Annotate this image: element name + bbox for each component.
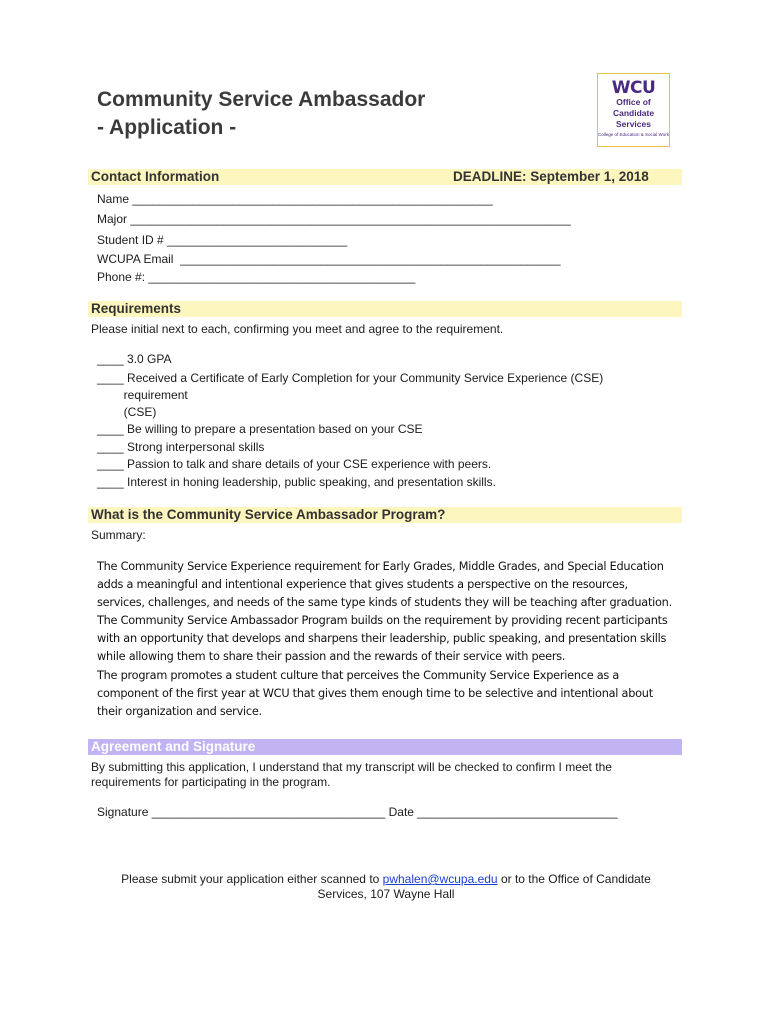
summary-line: adds a meaningful and intentional experience that gives students a perspective on the resources, (97, 578, 628, 591)
requirement-item[interactable]: ____ Be willing to prepare a presentation based on your CSE (97, 422, 423, 436)
agreement-section-header (88, 739, 682, 755)
logo-line: Candidate (612, 108, 655, 118)
summary-line: The Community Service Ambassador Program builds on the requirement by providing recent participants (97, 614, 668, 627)
requirements-intro: Please initial next to each, confirming you meet and agree to the requirement. (91, 322, 504, 336)
logo-line: Services (616, 119, 651, 129)
summary-line: with an opportunity that develops and sharpens their leadership, public speaking, and presentation skills (97, 632, 667, 645)
wcu-logo (597, 73, 670, 147)
agreement-text-line: requirements for participating in the program. (91, 775, 331, 789)
submission-instructions (90, 872, 682, 902)
requirements-heading: Requirements (91, 301, 182, 316)
footer-text: Please submit your application either scanned to (121, 872, 383, 886)
student-id-field[interactable]: Student ID # ___________________________ (97, 233, 348, 247)
requirement-item[interactable]: ____ 3.0 GPA (97, 352, 172, 366)
requirement-item[interactable]: ____ Received a Certificate of Early Completion for your Community Service Experience (CSE) (97, 371, 604, 385)
logo-line: Office of (616, 97, 651, 107)
requirement-item-continued: (CSE) (97, 405, 157, 419)
summary-line: while allowing them to share their passion and the rewards of their service with peers. (97, 650, 566, 663)
summary-paragraph (97, 612, 697, 666)
title-line-2: - Application - (97, 116, 237, 139)
summary-line: The Community Service Experience requirement for Early Grades, Middle Grades, and Special Education (97, 560, 664, 573)
footer-line-1 (90, 872, 682, 887)
title-line-1: Community Service Ambassador (97, 88, 426, 111)
logo-subtitle: College of Education & Social Work (598, 132, 669, 137)
summary-paragraph (97, 558, 697, 612)
program-heading: What is the Community Service Ambassador Program? (91, 507, 446, 522)
name-field[interactable]: Name ______________________________________________________ (97, 192, 493, 206)
footer-text: or to the Office of Candidate (497, 872, 651, 886)
contact-heading: Contact Information (91, 169, 220, 184)
email-field[interactable]: WCUPA Email _________________________________________________________ (97, 252, 561, 266)
page-title (97, 86, 425, 142)
requirements-section-header (88, 301, 682, 317)
contact-section-header (88, 169, 682, 185)
summary-label: Summary: (91, 528, 146, 542)
program-section-header (88, 507, 682, 523)
signature-date-field[interactable]: Signature ___________________________________ Date ______________________________ (97, 805, 618, 819)
agreement-text-line: By submitting this application, I understand that my transcript will be checked to confirm I meet the (91, 760, 612, 774)
requirement-item[interactable]: ____ Strong interpersonal skills (97, 440, 265, 454)
summary-line: component of the first year at WCU that gives them enough time to be selective and intentional about (97, 687, 653, 700)
summary-paragraph (97, 667, 697, 721)
logo-brand: WCU (611, 78, 656, 98)
summary-line: The program promotes a student culture that perceives the Community Service Experience as a (97, 669, 620, 682)
summary-line: services, challenges, and needs of the same type kinds of students they will be teaching after graduation. (97, 596, 672, 609)
requirement-item[interactable]: ____ Interest in honing leadership, public speaking, and presentation skills. (97, 475, 496, 489)
phone-field[interactable]: Phone #: ________________________________________ (97, 270, 416, 284)
email-link[interactable]: pwhalen@wcupa.edu (382, 872, 498, 886)
footer-line-2: Services, 107 Wayne Hall (317, 887, 455, 901)
summary-line: their organization and service. (97, 705, 262, 718)
agreement-heading: Agreement and Signature (91, 739, 256, 754)
deadline-label: DEADLINE: September 1, 2018 (453, 169, 649, 184)
requirement-item[interactable]: ____ Passion to talk and share details of your CSE experience with peers. (97, 457, 492, 471)
requirement-item-continued: requirement (97, 388, 188, 402)
major-field[interactable]: Major __________________________________________________________________ (97, 212, 571, 226)
